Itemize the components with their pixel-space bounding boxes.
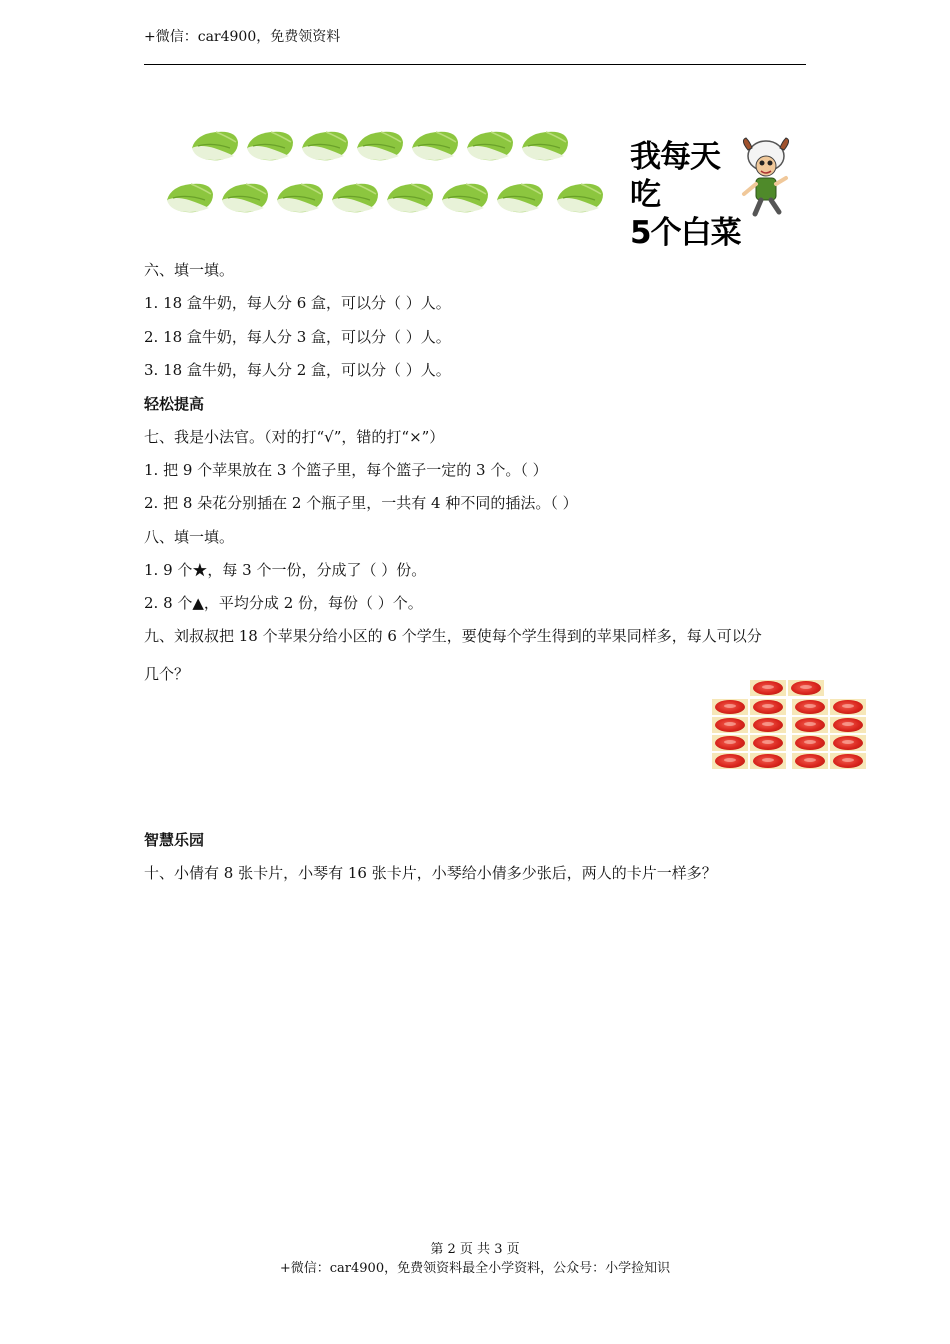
cabbage-icon	[220, 178, 270, 216]
page-number: 第 2 页 共 3 页	[430, 1242, 520, 1257]
header-divider	[144, 64, 806, 65]
apple-shape	[753, 754, 783, 768]
cabbage-illustration	[160, 120, 620, 232]
apple-pile-illustration	[712, 680, 872, 772]
apple-shape	[753, 718, 783, 732]
cabbage-icon	[330, 178, 380, 216]
apple-shape	[753, 700, 783, 714]
apple-icon	[830, 753, 866, 769]
apple-icon	[830, 699, 866, 715]
apple-shape	[791, 681, 821, 695]
goat-cartoon-icon	[736, 136, 800, 220]
section-9-line-1: 九、刘叔叔把 18 个苹果分给小区的 6 个学生，要使每个学生得到的苹果同样多，每人可以分	[144, 627, 762, 645]
section-6-item-3: 3. 18 盒牛奶，每人分 2 盒，可以分（ ）人。	[144, 361, 451, 379]
apple-shape	[715, 718, 745, 732]
section-10-text: 十、小倩有 8 张卡片，小琴有 16 张卡片，小琴给小倩多少张后，两人的卡片一样多？	[144, 864, 717, 882]
cabbage-icon	[440, 178, 490, 216]
apple-icon	[792, 699, 828, 715]
apple-shape	[753, 681, 783, 695]
cabbage-icon	[245, 126, 295, 164]
apple-icon	[750, 735, 786, 751]
apple-icon	[750, 699, 786, 715]
heading-wisdom: 智慧乐园	[144, 831, 205, 849]
footer-text: +微信：car4900，免费领资料最全小学资料，公众号：小学捡知识	[279, 1261, 671, 1276]
header-text: +微信：car4900，免费领资料	[144, 29, 341, 45]
apple-icon	[712, 717, 748, 733]
cabbage-icon	[465, 126, 515, 164]
section-6-title: 六、填一填。	[144, 261, 235, 279]
apple-icon	[830, 735, 866, 751]
slogan-line-1: 我每天吃	[630, 139, 720, 213]
apple-icon	[792, 753, 828, 769]
section-6-item-2: 2. 18 盒牛奶，每人分 3 盒，可以分（ ）人。	[144, 328, 451, 346]
apple-shape	[715, 754, 745, 768]
cabbage-icon	[410, 126, 460, 164]
apple-shape	[833, 700, 863, 714]
apple-shape	[795, 754, 825, 768]
apple-shape	[795, 718, 825, 732]
cabbage-icon	[300, 126, 350, 164]
apple-shape	[753, 736, 783, 750]
apple-icon	[712, 699, 748, 715]
cabbage-icon	[275, 178, 325, 216]
apple-icon	[750, 680, 786, 696]
section-7-title: 七、我是小法官。（对的打“√”，错的打“×”）	[144, 428, 445, 446]
apple-shape	[715, 736, 745, 750]
slogan-line-2: 5个白菜	[630, 215, 741, 251]
apple-shape	[833, 718, 863, 732]
apple-shape	[795, 736, 825, 750]
apple-icon	[792, 717, 828, 733]
apple-icon	[788, 680, 824, 696]
apple-icon	[712, 753, 748, 769]
section-8-item-2: 2. 8 个▲，平均分成 2 份，每份（ ）个。	[144, 594, 423, 612]
section-8-item-1: 1. 9 个★，每 3 个一份，分成了（ ）份。	[144, 561, 427, 579]
cabbage-icon	[355, 126, 405, 164]
cabbage-icon	[495, 178, 545, 216]
apple-icon	[792, 735, 828, 751]
section-9-line-2: 几个？	[144, 665, 190, 683]
heading-easy: 轻松提高	[144, 395, 205, 413]
section-6-item-1: 1. 18 盒牛奶，每人分 6 盒，可以分（ ）人。	[144, 294, 451, 312]
apple-icon	[712, 735, 748, 751]
cabbage-icon	[190, 126, 240, 164]
cabbage-icon	[165, 178, 215, 216]
apple-icon	[750, 753, 786, 769]
apple-shape	[833, 754, 863, 768]
apple-shape	[833, 736, 863, 750]
cabbage-icon	[520, 126, 570, 164]
apple-icon	[830, 717, 866, 733]
apple-shape	[795, 700, 825, 714]
cabbage-icon	[385, 178, 435, 216]
section-7-item-2: 2. 把 8 朵花分别插在 2 个瓶子里，一共有 4 种不同的插法。（ ）	[144, 494, 578, 512]
apple-icon	[750, 717, 786, 733]
cabbage-icon	[555, 178, 605, 216]
section-7-item-1: 1. 把 9 个苹果放在 3 个篮子里，每个篮子一定的 3 个。（ ）	[144, 461, 548, 479]
section-8-title: 八、填一填。	[144, 528, 235, 546]
slogan	[630, 138, 742, 252]
apple-shape	[715, 700, 745, 714]
